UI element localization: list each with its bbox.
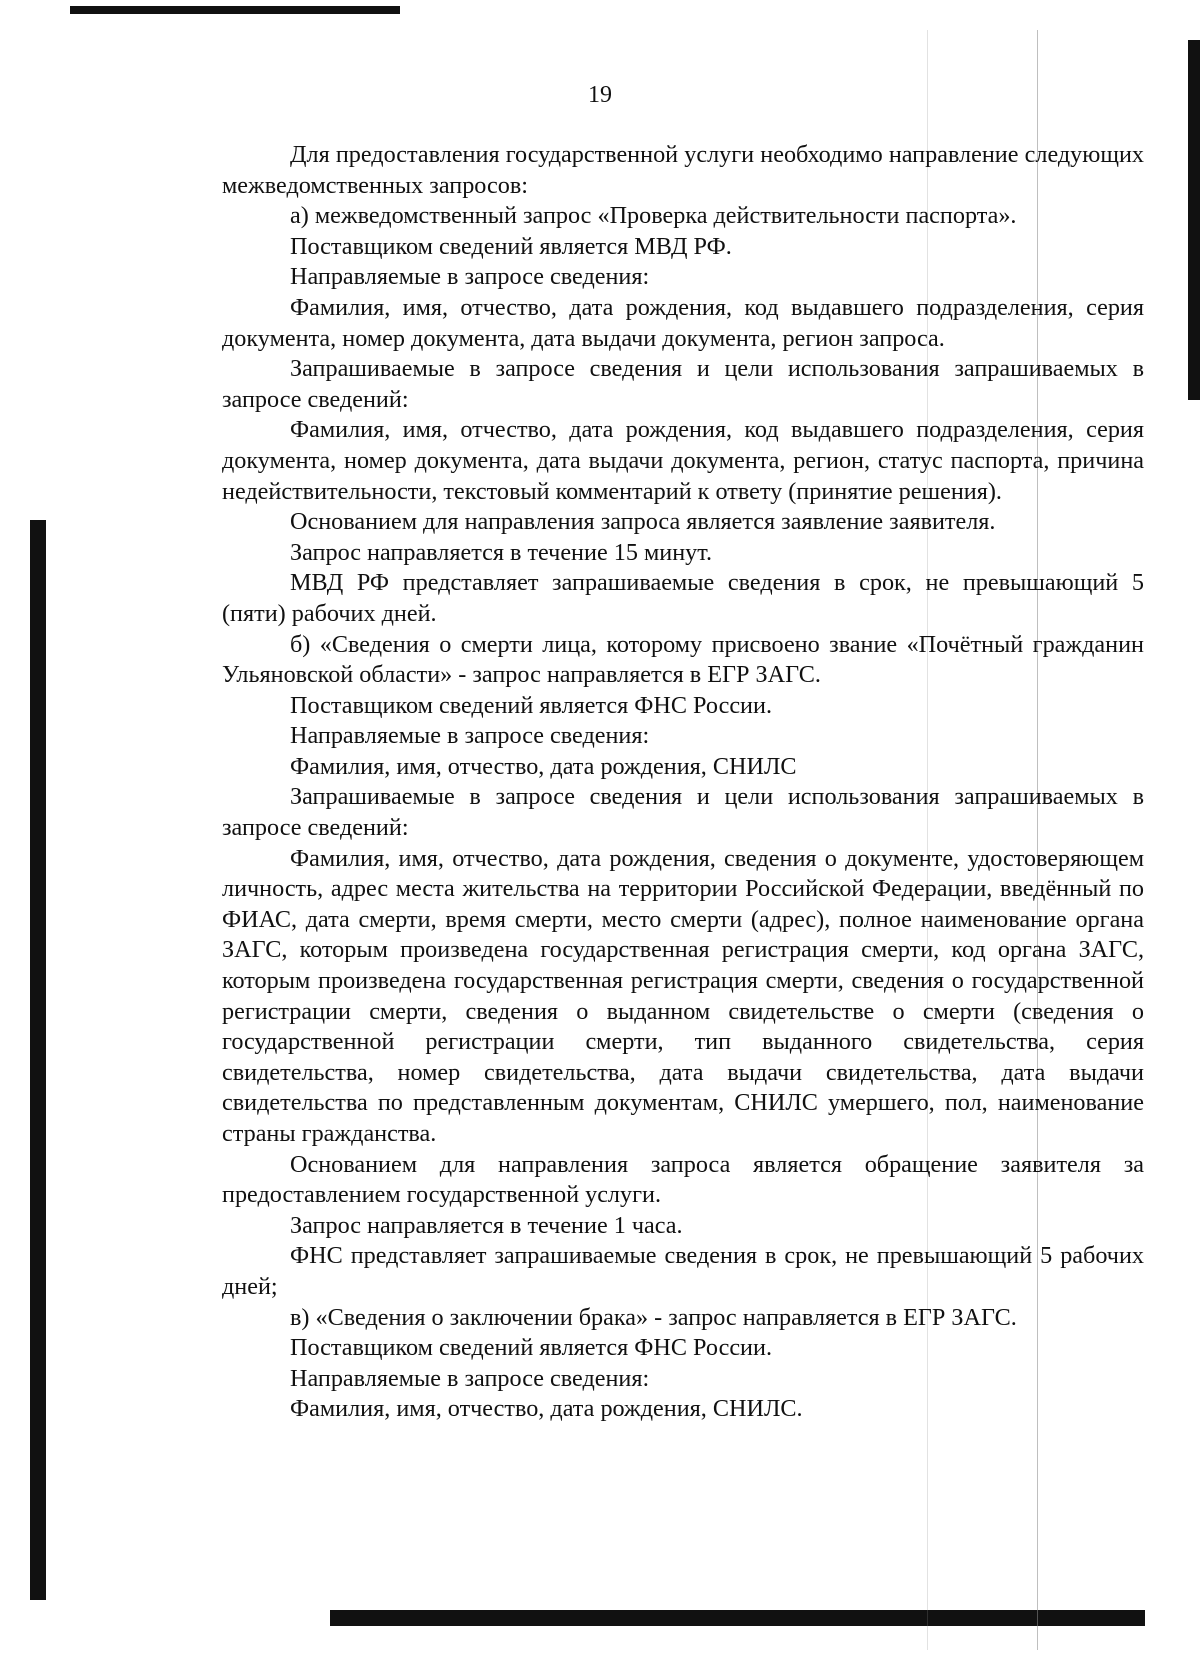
- paragraph: Фамилия, имя, отчество, дата рождения, СНИЛС: [290, 752, 797, 780]
- paragraph: Запрашиваемые в запросе сведения и цели использования запрашиваемых в запросе сведений:: [222, 783, 1144, 842]
- document-body: [222, 140, 1144, 1425]
- paragraph: Фамилия, имя, отчество, дата рождения, код выдавшего подразделения, серия документа, номер документа, дата выдачи документа, регион запроса.: [222, 293, 1144, 352]
- paragraph: Фамилия, имя, отчество, дата рождения, сведения о документе, удостоверяющем личность, адрес места жительства на территории Российской Федерации, введённый по ФИАС, дата смерти, время смерти, место смерти (адрес), полное наименование органа ЗАГС, которым произведена государственная регистрация смерти, код органа ЗАГС, которым произведена государственная регистрация смерти, сведения о государственной регистрации смерти, сведения о выданном свидетельстве о смерти (сведения о государственной регистрации смерти, тип выданного свидетельства, серия свидетельства, номер свидетельства, дата выдачи свидетельства, дата выдачи свидетельства по представленным документам, СНИЛС умершего, пол, наименование страны гражданства.: [222, 844, 1144, 1147]
- paragraph: ФНС представляет запрашиваемые сведения в срок, не превышающий 5 рабочих дней;: [222, 1242, 1144, 1300]
- paragraph: Основанием для направления запроса является обращение заявителя за предоставлением государственной услуги.: [222, 1150, 1144, 1209]
- paragraph: Запрос направляется в течение 1 часа.: [290, 1211, 683, 1239]
- paragraph: Поставщиком сведений является ФНС России.: [290, 1334, 772, 1362]
- paragraph: Фамилия, имя, отчество, дата рождения, код выдавшего подразделения, серия документа, номер документа, дата выдачи документа, регион, статус паспорта, причина недействительности, текстовый комментарий к ответу (принятие решения).: [222, 416, 1144, 505]
- paragraph: Направляемые в запросе сведения:: [290, 1364, 650, 1392]
- paragraph: Поставщиком сведений является ФНС России.: [290, 691, 772, 719]
- paragraph: Направляемые в запросе сведения:: [290, 722, 650, 750]
- paragraph-item-a: а) межведомственный запрос «Проверка действительности паспорта».: [290, 202, 1017, 230]
- paragraph: Запрашиваемые в запросе сведения и цели использования запрашиваемых в запросе сведений:: [222, 355, 1144, 413]
- paragraph-item-b: б) «Сведения о смерти лица, которому присвоено звание «Почётный гражданин Ульяновской области» - запрос направляется в ЕГР ЗАГС.: [222, 630, 1144, 689]
- paragraph: Основанием для направления запроса является заявление заявителя.: [290, 508, 996, 536]
- page-number: 19: [588, 82, 612, 108]
- paragraph: Направляемые в запросе сведения:: [290, 263, 650, 291]
- paragraph-intro: Для предоставления государственной услуги необходимо направление следующих межведомственных запросов:: [222, 141, 1144, 199]
- scan-edge-top: [70, 6, 400, 14]
- scan-edge-left: [30, 520, 46, 1600]
- paragraph: Поставщиком сведений является МВД РФ.: [290, 232, 732, 260]
- paragraph-item-c: в) «Сведения о заключении брака» - запрос направляется в ЕГР ЗАГС.: [290, 1303, 1017, 1331]
- scan-edge-bottom: [330, 1610, 1145, 1626]
- paragraph: Фамилия, имя, отчество, дата рождения, СНИЛС.: [290, 1395, 803, 1423]
- paragraph: Запрос направляется в течение 15 минут.: [290, 538, 713, 566]
- paragraph: МВД РФ представляет запрашиваемые сведения в срок, не превышающий 5 (пяти) рабочих дней.: [222, 569, 1144, 627]
